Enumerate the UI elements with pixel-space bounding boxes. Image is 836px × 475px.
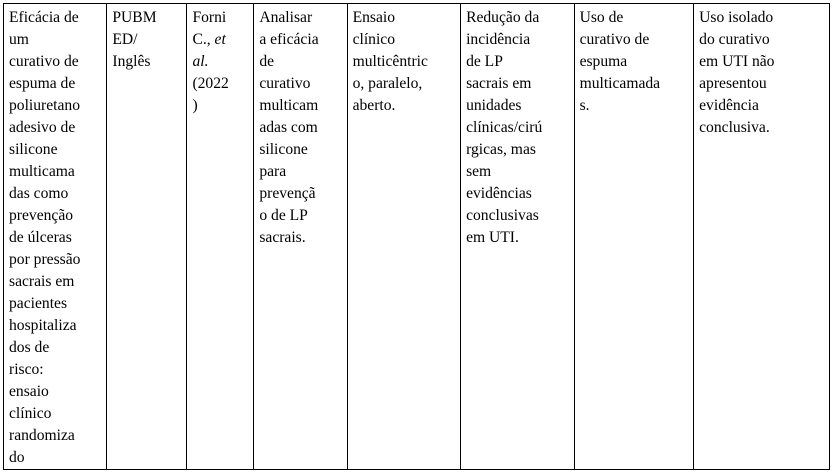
results-cell xyxy=(461,4,575,470)
results-line: de LP xyxy=(466,53,503,70)
intervention-line: Uso de xyxy=(579,9,624,26)
title-line: pacientes xyxy=(9,295,68,312)
results-line: sacrais em xyxy=(466,75,532,92)
authors-cell xyxy=(187,4,254,470)
conclusion-line: do curativo xyxy=(699,31,770,48)
conclusion-line: em UTI não xyxy=(699,53,775,70)
intervention-line: multicamada xyxy=(579,75,661,92)
study-title xyxy=(9,7,106,469)
results-line: sem xyxy=(466,163,492,180)
study-table xyxy=(3,3,830,470)
database-language-cell xyxy=(107,4,187,470)
objective-line: adas com xyxy=(259,119,318,136)
results-line: incidência xyxy=(466,31,531,48)
title-line: curativo de xyxy=(9,53,79,70)
title-line: por pressão xyxy=(9,251,81,268)
intervention-line: s. xyxy=(579,97,590,114)
conclusion-line: evidência xyxy=(699,97,759,114)
conclusion-line: Uso isolado xyxy=(699,9,774,26)
design-line: o, paralelo, xyxy=(352,75,423,92)
intervention-cell xyxy=(574,4,694,470)
title-line: prevenção xyxy=(9,207,74,224)
title-line: dos de xyxy=(9,339,50,356)
publication-year: (2022 xyxy=(192,75,229,92)
title-line: poliuretano xyxy=(9,97,81,114)
objective-line: Analisar xyxy=(259,9,313,26)
intervention-line: curativo de xyxy=(579,31,650,48)
results-line: em UTI. xyxy=(466,229,519,246)
objective-line: a eficácia xyxy=(259,31,319,48)
objective-line: de xyxy=(259,53,275,70)
objective-line: multicam xyxy=(259,97,319,114)
title-line: de úlceras xyxy=(9,229,72,246)
results-line: rgicas, mas xyxy=(466,141,536,158)
objective-line: sacrais. xyxy=(259,229,306,246)
title-line: ensaio xyxy=(9,383,49,400)
conclusion-cell xyxy=(694,4,830,470)
database-line: PUBM xyxy=(112,9,157,26)
study-title-cell xyxy=(4,4,107,470)
intervention-line: espuma xyxy=(579,53,628,70)
title-line: risco: xyxy=(9,361,44,378)
title-line: sacrais em xyxy=(9,273,75,290)
author-initial: C., xyxy=(192,31,211,48)
results-line: clínicas/cirú xyxy=(466,119,543,136)
objective-line: silicone xyxy=(259,141,308,158)
title-line: clínico xyxy=(9,405,52,422)
design-line: clínico xyxy=(352,31,395,48)
design-line: multicêntric xyxy=(352,53,428,70)
author-initial-line xyxy=(192,29,253,51)
objective-line: o de LP xyxy=(259,207,308,224)
title-line: silicone xyxy=(9,141,58,158)
title-line: Eficácia de xyxy=(9,9,79,26)
results-line: Redução da xyxy=(466,9,540,26)
design-line: aberto. xyxy=(352,97,396,114)
title-line: do xyxy=(9,449,25,466)
author-name: Forni xyxy=(192,9,227,26)
title-line: espuma de xyxy=(9,75,76,92)
objective-line: para xyxy=(259,163,287,180)
study-row xyxy=(4,4,830,470)
conclusion-line: apresentou xyxy=(699,75,767,92)
objective-cell xyxy=(254,4,347,470)
title-line: multicama xyxy=(9,163,75,180)
results-line: conclusivas xyxy=(466,207,539,224)
design-line: Ensaio xyxy=(352,9,396,26)
objective-line: curativo xyxy=(259,75,311,92)
title-line: randomiza xyxy=(9,427,75,444)
results-line: evidências xyxy=(466,185,532,202)
study-design-cell xyxy=(347,4,461,470)
objective-line: prevençã xyxy=(259,185,316,202)
publication-year-close: ) xyxy=(192,97,198,114)
results-line: unidades xyxy=(466,97,522,114)
title-line: um xyxy=(9,31,29,48)
conclusion-line: conclusiva. xyxy=(699,119,770,136)
language-line: Inglês xyxy=(112,53,151,70)
title-line: das como xyxy=(9,185,69,202)
database-line: ED/ xyxy=(112,31,138,48)
title-line: adesivo de xyxy=(9,119,76,136)
al-text: al. xyxy=(192,53,209,70)
et-text: et xyxy=(214,31,226,48)
title-line: hospitaliza xyxy=(9,317,77,334)
